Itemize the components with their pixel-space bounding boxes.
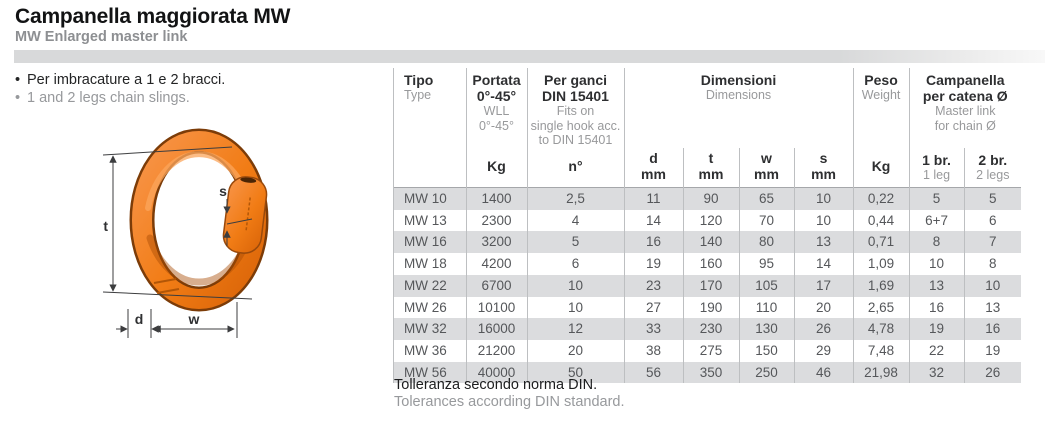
spec-table xyxy=(394,68,1021,383)
cell-wll-kg: 21200 xyxy=(466,340,527,362)
cell-hooks-n: 6 xyxy=(527,253,624,275)
page-subtitle: MW Enlarged master link xyxy=(15,29,188,45)
cell-chain-1leg: 22 xyxy=(909,340,964,362)
col-header-tipo: Tipo Type xyxy=(404,72,434,102)
tolerance-note-italian: Tolleranza secondo norma DIN. xyxy=(394,377,598,393)
cell-chain-2legs: 13 xyxy=(964,297,1021,319)
cell-weight-kg: 1,09 xyxy=(853,253,909,275)
master-link-illustration xyxy=(60,112,360,360)
col-header-per-ganci: Per ganci DIN 15401 Fits on single hook acc. to DIN 15401 xyxy=(527,68,624,148)
unit-1-leg: 1 br. 1 leg xyxy=(909,148,964,188)
cell-s-mm: 14 xyxy=(794,253,853,275)
cell-tipo: MW 36 xyxy=(404,342,447,358)
cell-hooks-n: 10 xyxy=(527,297,624,319)
col-header-dimensioni: Dimensioni Dimensions xyxy=(624,68,853,148)
unit-s-mm: s mm xyxy=(794,148,853,188)
spec-table-body xyxy=(394,188,1021,384)
cell-hooks-n: 20 xyxy=(527,340,624,362)
bullet-italian: • Per imbracature a 1 e 2 bracci. xyxy=(15,72,226,88)
cell-chain-2legs: 26 xyxy=(964,362,1021,384)
unit-portata-kg: Kg xyxy=(466,148,527,188)
dim-label-t: t xyxy=(103,218,108,234)
cell-chain-1leg: 16 xyxy=(909,297,964,319)
cell-tipo: MW 10 xyxy=(394,188,466,210)
cell-chain-1leg: 10 xyxy=(909,253,964,275)
cell-tipo: MW 22 xyxy=(404,277,447,293)
dim-label-w: w xyxy=(188,311,200,327)
col-header-portata: Portata 0°-45° WLL 0°-45° xyxy=(466,68,527,148)
unit-2-legs: 2 br. 2 legs xyxy=(964,148,1021,188)
cell-w-mm: 110 xyxy=(739,297,794,319)
cell-t-mm: 190 xyxy=(683,297,739,319)
cell-weight-kg: 0,22 xyxy=(853,188,909,210)
cell-d-mm: 33 xyxy=(624,318,683,340)
cell-chain-2legs: 19 xyxy=(964,340,1021,362)
cell-s-mm: 13 xyxy=(794,231,853,253)
cell-tipo: MW 32 xyxy=(404,321,447,337)
cell-w-mm: 65 xyxy=(739,188,794,210)
cell-weight-kg: 0,71 xyxy=(853,231,909,253)
cell-s-mm: 26 xyxy=(794,318,853,340)
cell-chain-1leg: 32 xyxy=(909,362,964,384)
cell-chain-1leg: 5 xyxy=(909,188,964,210)
cell-d-mm: 56 xyxy=(624,362,683,384)
cell-hooks-n: 5 xyxy=(527,231,624,253)
cell-d-mm: 27 xyxy=(624,297,683,319)
cell-tipo: MW 56 xyxy=(404,364,447,380)
tolerance-note xyxy=(394,377,625,410)
cell-chain-2legs: 10 xyxy=(964,275,1021,297)
cell-s-mm: 17 xyxy=(794,275,853,297)
cell-wll-kg: 4200 xyxy=(466,253,527,275)
unit-ganci-n: n° xyxy=(527,148,624,188)
cell-weight-kg: 1,69 xyxy=(853,275,909,297)
cell-weight-kg: 7,48 xyxy=(853,340,909,362)
col-header-campanella: Campanella per catena Ø Master link for chain Ø xyxy=(909,68,1021,148)
cell-t-mm: 140 xyxy=(683,231,739,253)
cell-d-mm: 16 xyxy=(624,231,683,253)
cell-s-mm: 46 xyxy=(794,362,853,384)
tolerance-note-english: Tolerances according DIN standard. xyxy=(394,393,625,410)
cell-chain-2legs: 7 xyxy=(964,231,1021,253)
cell-t-mm: 275 xyxy=(683,340,739,362)
cell-weight-kg: 2,65 xyxy=(853,297,909,319)
cell-chain-2legs: 8 xyxy=(964,253,1021,275)
cell-weight-kg: 4,78 xyxy=(853,318,909,340)
page-title: Campanella maggiorata MW xyxy=(15,5,291,28)
cell-chain-2legs: 16 xyxy=(964,318,1021,340)
cell-d-mm: 14 xyxy=(624,210,683,232)
cell-d-mm: 11 xyxy=(624,188,683,210)
cell-wll-kg: 1400 xyxy=(466,188,527,210)
cell-t-mm: 230 xyxy=(683,318,739,340)
cell-hooks-n: 2,5 xyxy=(527,188,624,210)
table-row xyxy=(394,253,1021,275)
cell-s-mm: 10 xyxy=(794,210,853,232)
cell-weight-kg: 0,44 xyxy=(853,210,909,232)
cell-weight-kg: 21,98 xyxy=(853,362,909,384)
cell-chain-1leg: 13 xyxy=(909,275,964,297)
cell-w-mm: 150 xyxy=(739,340,794,362)
unit-t-mm: t mm xyxy=(683,148,739,188)
cell-hooks-n: 10 xyxy=(527,275,624,297)
cell-chain-2legs: 5 xyxy=(964,188,1021,210)
cell-w-mm: 70 xyxy=(739,210,794,232)
table-row xyxy=(394,210,1021,232)
cell-t-mm: 90 xyxy=(683,188,739,210)
cell-wll-kg: 3200 xyxy=(466,231,527,253)
cell-wll-kg: 6700 xyxy=(466,275,527,297)
bullet-english: • 1 and 2 legs chain slings. xyxy=(15,89,190,106)
table-row xyxy=(394,318,1021,340)
cell-s-mm: 10 xyxy=(794,188,853,210)
table-row xyxy=(394,275,1021,297)
unit-tipo-empty xyxy=(394,148,466,188)
bullet-icon: • xyxy=(15,89,21,106)
cell-chain-1leg: 6+7 xyxy=(909,210,964,232)
cell-s-mm: 20 xyxy=(794,297,853,319)
table-row xyxy=(394,188,1021,210)
cell-wll-kg: 2300 xyxy=(466,210,527,232)
cell-d-mm: 38 xyxy=(624,340,683,362)
cell-hooks-n: 4 xyxy=(527,210,624,232)
cell-wll-kg: 40000 xyxy=(466,362,527,384)
col-header-peso: Peso Weight xyxy=(853,68,909,148)
cell-tipo: MW 16 xyxy=(404,234,447,250)
unit-w-mm: w mm xyxy=(739,148,794,188)
cell-d-mm: 23 xyxy=(624,275,683,297)
dim-label-s: s xyxy=(219,183,227,199)
table-row xyxy=(394,297,1021,319)
cell-t-mm: 350 xyxy=(683,362,739,384)
spec-table-header xyxy=(394,68,1021,188)
feature-bullets xyxy=(15,72,225,107)
cell-tipo: MW 26 xyxy=(404,299,447,315)
cell-wll-kg: 16000 xyxy=(466,318,527,340)
cell-hooks-n: 50 xyxy=(527,362,624,384)
unit-d-mm: d mm xyxy=(624,148,683,188)
dim-label-d: d xyxy=(134,311,144,327)
cell-wll-kg: 10100 xyxy=(466,297,527,319)
cell-tipo: MW 18 xyxy=(404,256,447,272)
divider-bar xyxy=(14,50,1045,63)
cell-tipo: MW 13 xyxy=(404,212,447,228)
cell-chain-2legs: 6 xyxy=(964,210,1021,232)
table-row xyxy=(394,340,1021,362)
unit-peso-kg: Kg xyxy=(853,148,909,188)
cell-w-mm: 95 xyxy=(739,253,794,275)
cell-chain-1leg: 8 xyxy=(909,231,964,253)
cell-chain-1leg: 19 xyxy=(909,318,964,340)
bullet-icon: • xyxy=(15,72,21,88)
cell-d-mm: 19 xyxy=(624,253,683,275)
spec-table-container xyxy=(393,68,1021,383)
cell-w-mm: 105 xyxy=(739,275,794,297)
cell-t-mm: 170 xyxy=(683,275,739,297)
cell-w-mm: 250 xyxy=(739,362,794,384)
cell-w-mm: 80 xyxy=(739,231,794,253)
cell-hooks-n: 12 xyxy=(527,318,624,340)
cell-t-mm: 160 xyxy=(683,253,739,275)
cell-w-mm: 130 xyxy=(739,318,794,340)
cell-t-mm: 120 xyxy=(683,210,739,232)
table-row xyxy=(394,231,1021,253)
cell-s-mm: 29 xyxy=(794,340,853,362)
